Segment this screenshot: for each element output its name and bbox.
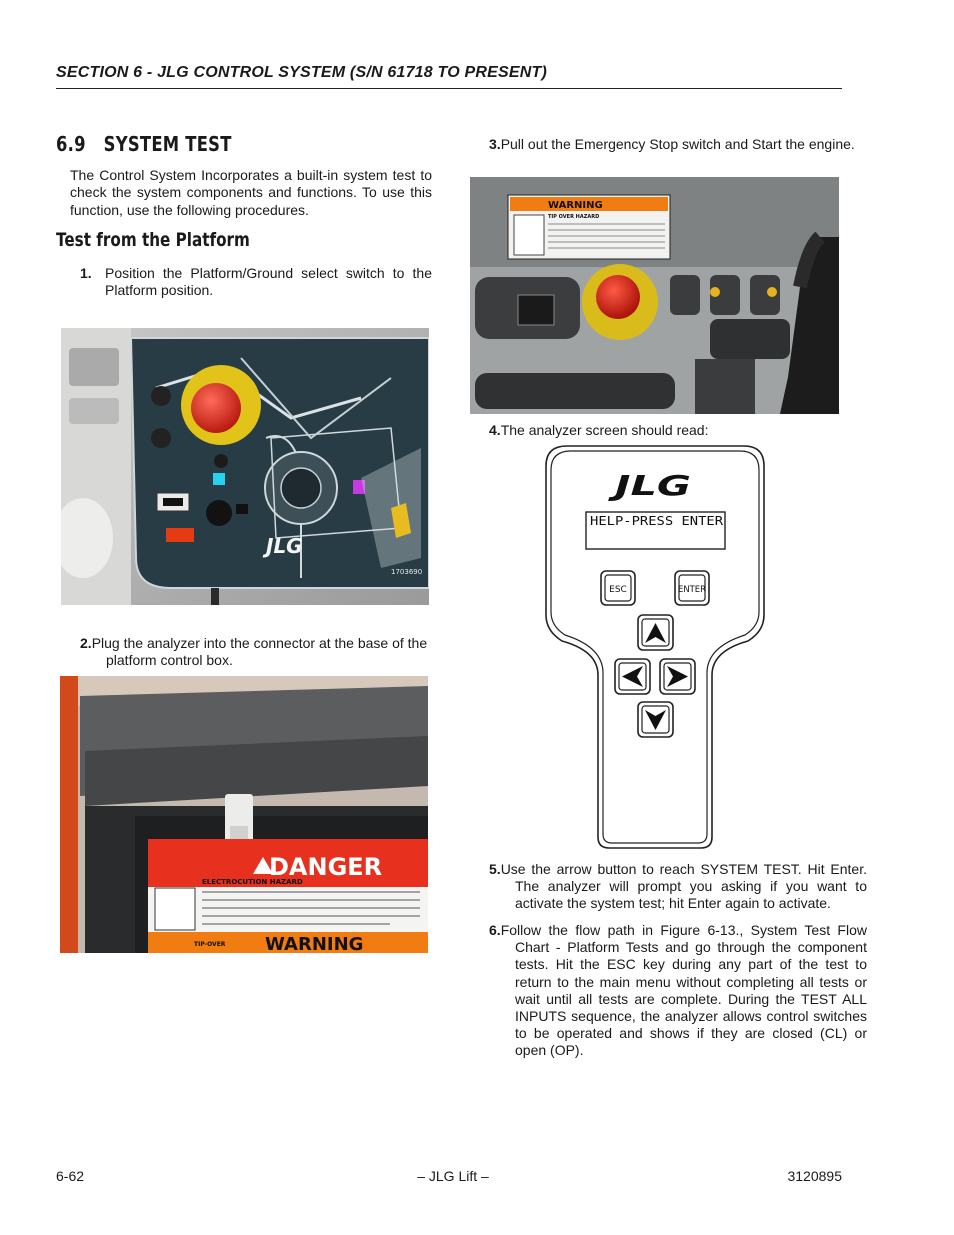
photo1-logo: JLG: [266, 534, 303, 558]
step-4: [489, 422, 867, 439]
step-6: [489, 922, 867, 1060]
esc-label: ESC: [609, 585, 627, 595]
step-6-text: Follow the flow path in Figure 6-13., System Test Flow Chart - Platform Tests and go through the component tests. Hit the ESC key during any part of the test to return to the main menu without completing all tests or wait until all tests are complete. During the TEST ALL INPUTS sequence, the analyzer allows control switches to be operated and shows if they are closed (CL) or open (OP).: [500, 922, 867, 1059]
control-box-illustration: [61, 328, 429, 605]
analyzer-illustration: [545, 445, 766, 850]
step-3: [489, 136, 867, 153]
step-2-number: 2.: [80, 635, 92, 651]
photo-analyzer-connector: [60, 676, 428, 953]
analyzer-screen-text: HELP-PRESS ENTER: [590, 514, 724, 528]
photo2-hazard: ELECTROCUTION HAZARD: [202, 878, 303, 886]
step-3-text: Pull out the Emergency Stop switch and Start the engine.: [500, 136, 855, 152]
step-1: [80, 265, 432, 299]
connector-illustration: [60, 676, 428, 953]
photo-platform-control-box: [61, 328, 429, 605]
left-arrow-button[interactable]: [615, 659, 650, 694]
photo3-warning: WARNING: [548, 200, 603, 211]
photo-emergency-stop: [470, 177, 839, 414]
running-header: SECTION 6 - JLG CONTROL SYSTEM (S/N 61718 TO PRESENT): [56, 64, 842, 89]
analyzer-logo: JLG: [607, 469, 691, 502]
step-3-number: 3.: [489, 136, 501, 152]
emergency-stop-illustration: [470, 177, 839, 414]
page-number: 6-62: [56, 1168, 85, 1184]
esc-button[interactable]: [601, 571, 635, 605]
photo3-hazard: TIP OVER HAZARD: [548, 214, 600, 220]
step-2: [80, 635, 458, 669]
step-4-text: The analyzer screen should read:: [500, 422, 709, 438]
step-5-number: 5.: [489, 861, 501, 877]
up-arrow-button[interactable]: [638, 615, 673, 650]
photo2-tip-over: TIP-OVER: [194, 941, 226, 948]
step-6-number: 6.: [489, 922, 501, 938]
enter-button[interactable]: [675, 571, 709, 605]
step-1-number: 1.: [80, 265, 92, 281]
intro-paragraph: The Control System Incorporates a built-in system test to check the system components and functions. To use this function, use the following procedures.: [70, 167, 432, 218]
step-5-text: Use the arrow button to reach SYSTEM TEST. Hit Enter. The analyzer will prompt you asking if you want to activate the system test; hit Enter again to activate.: [500, 861, 867, 912]
photo2-danger: DANGER: [269, 853, 383, 881]
step-4-number: 4.: [489, 422, 501, 438]
subheading-platform: Test from the Platform: [56, 229, 250, 251]
step-2-text: Plug the analyzer into the connector at the base of the platform control box.: [91, 635, 428, 669]
document-number: 3120895: [787, 1168, 842, 1184]
right-arrow-button[interactable]: [660, 659, 695, 694]
step-1-text: Position the Platform/Ground select switch to the Platform position.: [105, 265, 432, 299]
enter-label: ENTER: [678, 585, 706, 595]
section-heading: 6.9 SYSTEM TEST: [56, 132, 232, 156]
photo2-warning: WARNING: [265, 934, 364, 953]
down-arrow-button[interactable]: [638, 702, 673, 737]
analyzer-device: [545, 445, 766, 850]
step-5: [489, 861, 867, 913]
footer-center: – JLG Lift –: [417, 1168, 489, 1184]
photo1-serial: 1703690: [391, 568, 423, 576]
